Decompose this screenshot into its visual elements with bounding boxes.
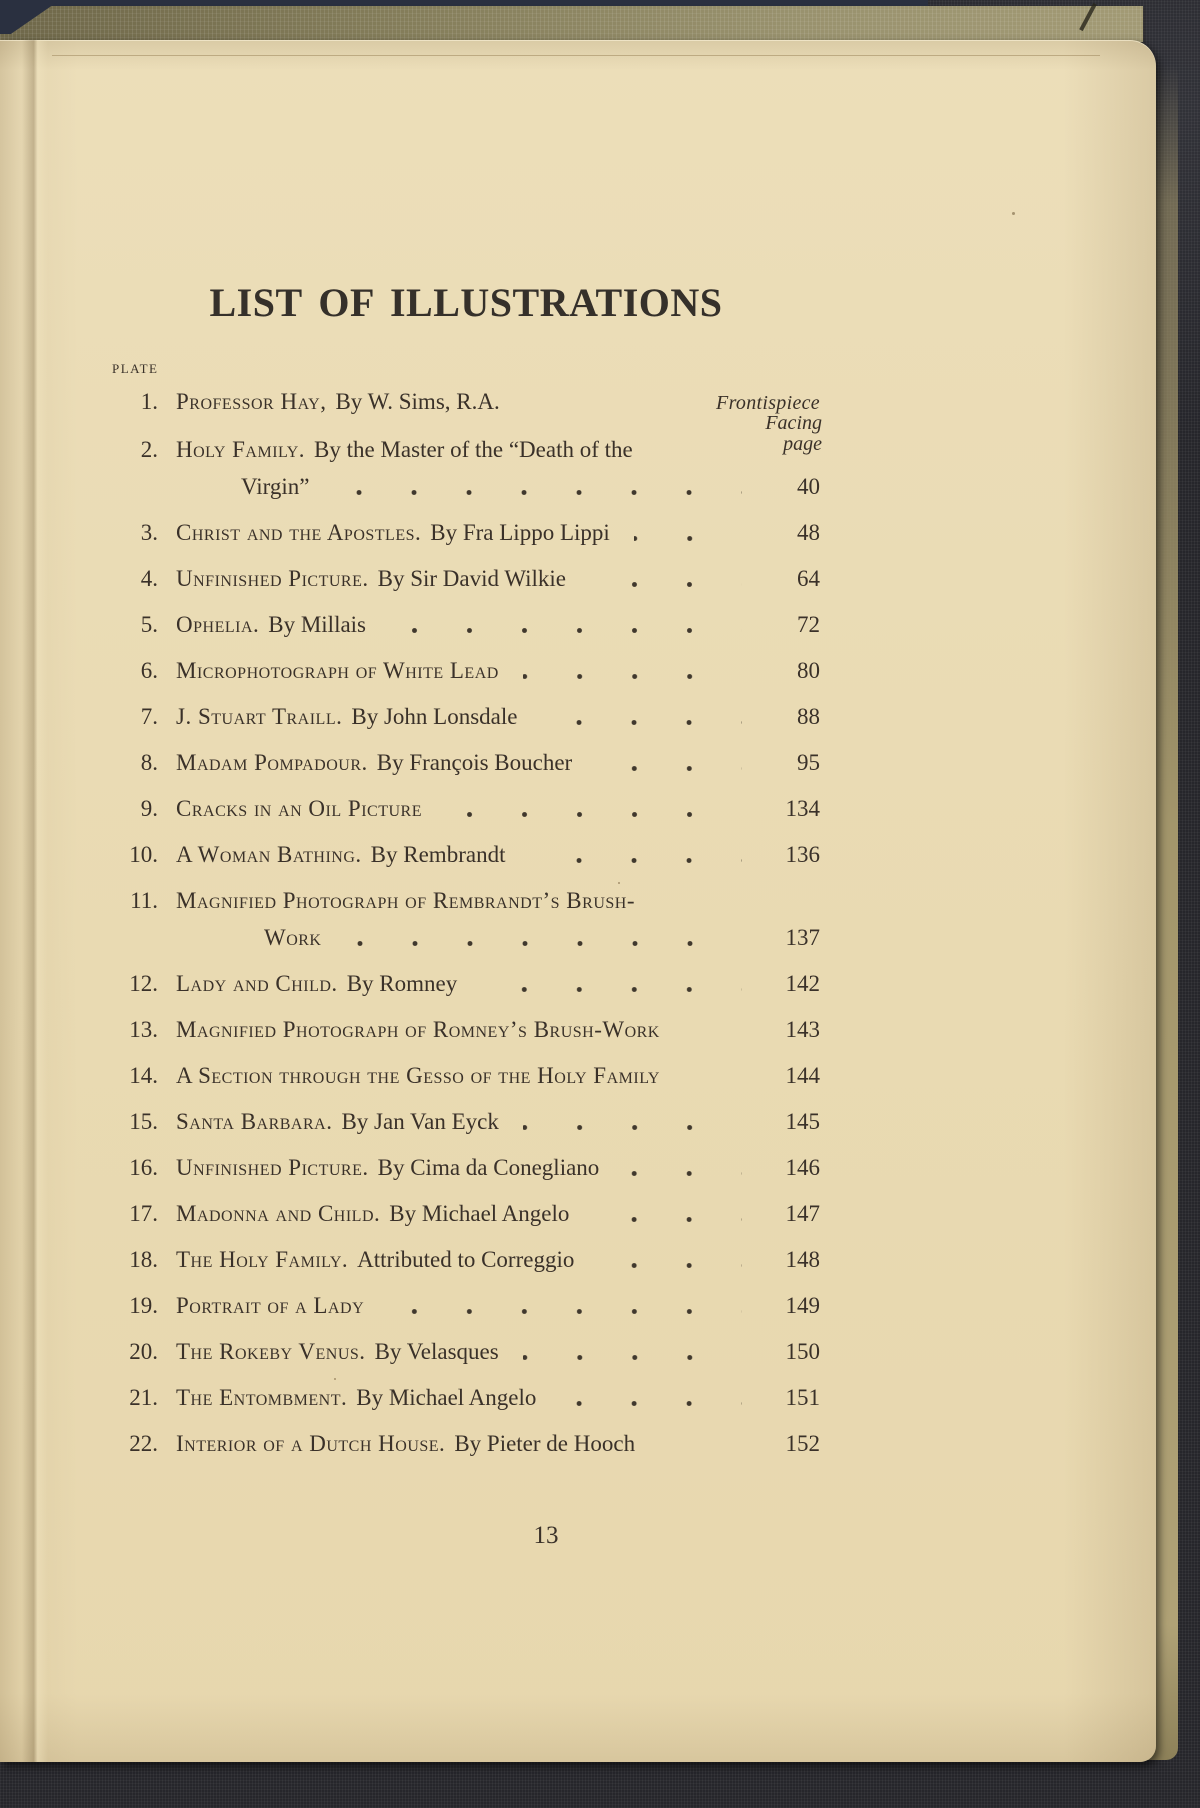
plate-title: Madam Pompadour.	[176, 750, 368, 775]
toc-line	[176, 1379, 820, 1416]
plate-title: J. Stuart Traill.	[176, 704, 343, 729]
plate-page-number: 142	[785, 971, 820, 996]
toc-line	[176, 1149, 820, 1186]
toc-row	[112, 698, 820, 735]
plate-title: Unfinished Picture.	[176, 1155, 369, 1180]
plate-number: 12.	[129, 971, 158, 996]
plate-page-number: 136	[785, 842, 820, 867]
plate-credit: By Millais	[268, 612, 367, 637]
plate-number: 21.	[129, 1385, 158, 1410]
leader-dots	[390, 628, 742, 633]
leader-dots	[541, 720, 742, 725]
plate-credit: By John Lonsdale	[351, 704, 518, 729]
plate-title: Cracks in an Oil Picture	[176, 796, 422, 821]
toc-row	[112, 1057, 820, 1094]
plate-number: 20.	[129, 1339, 158, 1364]
toc-line	[176, 1425, 820, 1462]
plate-number: 6.	[140, 658, 158, 683]
plate-page-number: 134	[785, 796, 820, 821]
plate-number: 4.	[140, 566, 158, 591]
plate-title: The Rokeby Venus.	[176, 1339, 366, 1364]
toc-row	[112, 560, 820, 597]
plate-page-number: 143	[785, 1017, 820, 1042]
plate-number: 15.	[129, 1109, 158, 1134]
toc-row	[112, 1011, 820, 1048]
toc-row	[112, 652, 820, 689]
plate-number: 10.	[129, 842, 158, 867]
toc-row	[112, 1425, 820, 1462]
plate-credit: By Rembrandt	[370, 842, 506, 867]
plate-credit: By Pieter de Hooch	[454, 1431, 636, 1456]
plate-title: Portrait of a Lady	[176, 1293, 365, 1318]
plate-page-number: 88	[797, 704, 820, 729]
leader-dots	[388, 1309, 742, 1314]
plate-column-label: PLATE	[112, 361, 159, 376]
plate-number: 2.	[140, 437, 158, 462]
toc-row	[112, 965, 820, 1002]
plate-page-number: 80	[797, 658, 820, 683]
plate-title: Holy Family.	[176, 437, 306, 462]
plate-credit: By Sir David Wilkie	[377, 566, 567, 591]
plate-title: Magnified Photograph of Romney’s Brush-Work	[176, 1017, 660, 1042]
leader-dots	[346, 941, 743, 946]
leader-dots	[523, 674, 742, 679]
plate-number: 18.	[129, 1247, 158, 1272]
plate-title: Madonna and Child.	[176, 1201, 381, 1226]
plate-page-number: 48	[797, 520, 820, 545]
toc-row	[112, 1103, 820, 1140]
toc-row	[112, 1379, 820, 1416]
plate-credit: By Michael Angelo	[356, 1385, 537, 1410]
plate-credit: By Cima da Conegliano	[377, 1155, 600, 1180]
plate-title: Professor Hay,	[176, 389, 327, 414]
toc-row	[112, 1333, 820, 1370]
leader-dots	[623, 1171, 742, 1176]
plate-page-number: 152	[785, 1431, 820, 1456]
plate-number: 14.	[129, 1063, 158, 1088]
toc-line	[176, 1057, 820, 1094]
plate-number: 22.	[129, 1431, 158, 1456]
toc-line	[176, 468, 820, 505]
toc-row	[112, 882, 820, 956]
plate-credit: By François Boucher	[376, 750, 573, 775]
toc-content	[112, 279, 820, 1471]
toc-line	[176, 836, 820, 873]
plate-page-number: 147	[785, 1201, 820, 1226]
toc-line	[176, 1011, 820, 1048]
toc-line	[176, 1195, 820, 1232]
plate-page-number: 72	[797, 612, 820, 637]
toc-line	[176, 965, 820, 1002]
plate-page-number: 137	[785, 925, 820, 950]
toc-row	[112, 1195, 820, 1232]
toc-line	[176, 882, 820, 919]
toc-line	[176, 606, 820, 643]
plate-page-number: 144	[785, 1063, 820, 1088]
plate-page-number: 145	[785, 1109, 820, 1134]
leader-dots	[523, 1355, 742, 1360]
plate-page-number: 95	[797, 750, 820, 775]
plate-credit: By Velasques	[374, 1339, 499, 1364]
plate-page-number: 151	[785, 1385, 820, 1410]
toc-line	[176, 698, 820, 735]
leader-dots	[560, 1401, 742, 1406]
page-title: LIST OF ILLUSTRATIONS	[209, 280, 723, 325]
frontispiece-label: Frontispiece	[716, 392, 820, 414]
plate-number: 1.	[140, 389, 158, 414]
plate-page-number: 146	[785, 1155, 820, 1180]
plate-title: The Entombment.	[176, 1385, 348, 1410]
plate-number: 17.	[129, 1201, 158, 1226]
toc-rows	[112, 383, 820, 1462]
toc-row	[112, 836, 820, 873]
plate-page-number: 149	[785, 1293, 820, 1318]
plate-title: The Holy Family.	[176, 1247, 349, 1272]
plate-number: 9.	[140, 796, 158, 821]
toc-row	[112, 790, 820, 827]
plate-credit: Attributed to Correggio	[357, 1247, 575, 1272]
cover-top-edge	[0, 6, 1143, 42]
toc-row	[112, 744, 820, 781]
plate-credit: By Jan Van Eyck	[341, 1109, 499, 1134]
toc-row	[112, 431, 820, 505]
plate-title: A Section through the Gesso of the Holy Family	[176, 1063, 660, 1088]
plate-page-number: 148	[785, 1247, 820, 1272]
plate-credit: By Romney	[346, 971, 458, 996]
plate-credit: By Fra Lippo Lippi	[430, 520, 610, 545]
toc-line	[176, 1103, 820, 1140]
leader-dots	[333, 490, 742, 495]
plate-number: 7.	[140, 704, 158, 729]
plate-title: Work	[264, 925, 322, 950]
plate-number: 19.	[129, 1293, 158, 1318]
toc-line	[176, 790, 820, 827]
plate-credit: By the Master of the “Death of the	[314, 437, 633, 462]
sheet-edge-line	[52, 55, 1100, 56]
plate-number: 11.	[130, 888, 158, 913]
plate-page-number: 150	[785, 1339, 820, 1364]
plate-title: Magnified Photograph of Rembrandt’s Brush-	[176, 888, 635, 913]
leader-dots	[593, 1217, 742, 1222]
toc-line	[176, 1333, 820, 1370]
plate-title: A Woman Bathing.	[176, 842, 362, 867]
toc-line	[176, 1241, 820, 1278]
plate-number: 16.	[129, 1155, 158, 1180]
plate-title: Microphotograph of White Lead	[176, 658, 499, 683]
leader-dots	[590, 582, 742, 587]
leader-dots	[634, 536, 742, 541]
toc-line	[176, 744, 820, 781]
leader-dots	[529, 858, 742, 863]
toc-line	[176, 1287, 820, 1324]
leader-dots	[523, 1125, 742, 1130]
plate-title: Christ and the Apostles.	[176, 520, 422, 545]
toc-row	[112, 1241, 820, 1278]
plate-title: Santa Barbara.	[176, 1109, 333, 1134]
toc-line	[176, 431, 820, 468]
toc-row	[112, 1149, 820, 1186]
facing-page-label	[765, 413, 822, 455]
toc-row	[112, 383, 820, 422]
leader-dots	[481, 987, 742, 992]
plate-credit: By W. Sims, R.A.	[335, 389, 500, 414]
leader-dots	[598, 1263, 742, 1268]
plate-page-number: 64	[797, 566, 820, 591]
plate-title: Ophelia.	[176, 612, 260, 637]
toc-line	[176, 383, 820, 422]
plate-title: Interior of a Dutch House.	[176, 1431, 446, 1456]
toc-line	[176, 652, 820, 689]
plate-title: Unfinished Picture.	[176, 566, 369, 591]
plate-credit: Virgin”	[241, 474, 310, 499]
plate-number: 3.	[140, 520, 158, 545]
toc-line	[176, 560, 820, 597]
toc-line	[176, 514, 820, 551]
scanned-page	[0, 40, 1156, 1762]
gutter-crease	[22, 40, 48, 1762]
facing-label-line1: Facing	[765, 412, 822, 434]
leader-dots	[446, 812, 742, 817]
plate-number: 13.	[129, 1017, 158, 1042]
toc-line	[176, 919, 820, 956]
folio-page-number: 13	[533, 1522, 559, 1549]
plate-number: 5.	[140, 612, 158, 637]
plate-number: 8.	[140, 750, 158, 775]
plate-page-number: 40	[797, 474, 820, 499]
toc-row	[112, 514, 820, 551]
plate-title: Lady and Child.	[176, 971, 338, 996]
facing-label-line2: page	[783, 433, 822, 455]
toc-row	[112, 1287, 820, 1324]
plate-credit: By Michael Angelo	[389, 1201, 570, 1226]
toc-row	[112, 606, 820, 643]
leader-dots	[596, 766, 742, 771]
